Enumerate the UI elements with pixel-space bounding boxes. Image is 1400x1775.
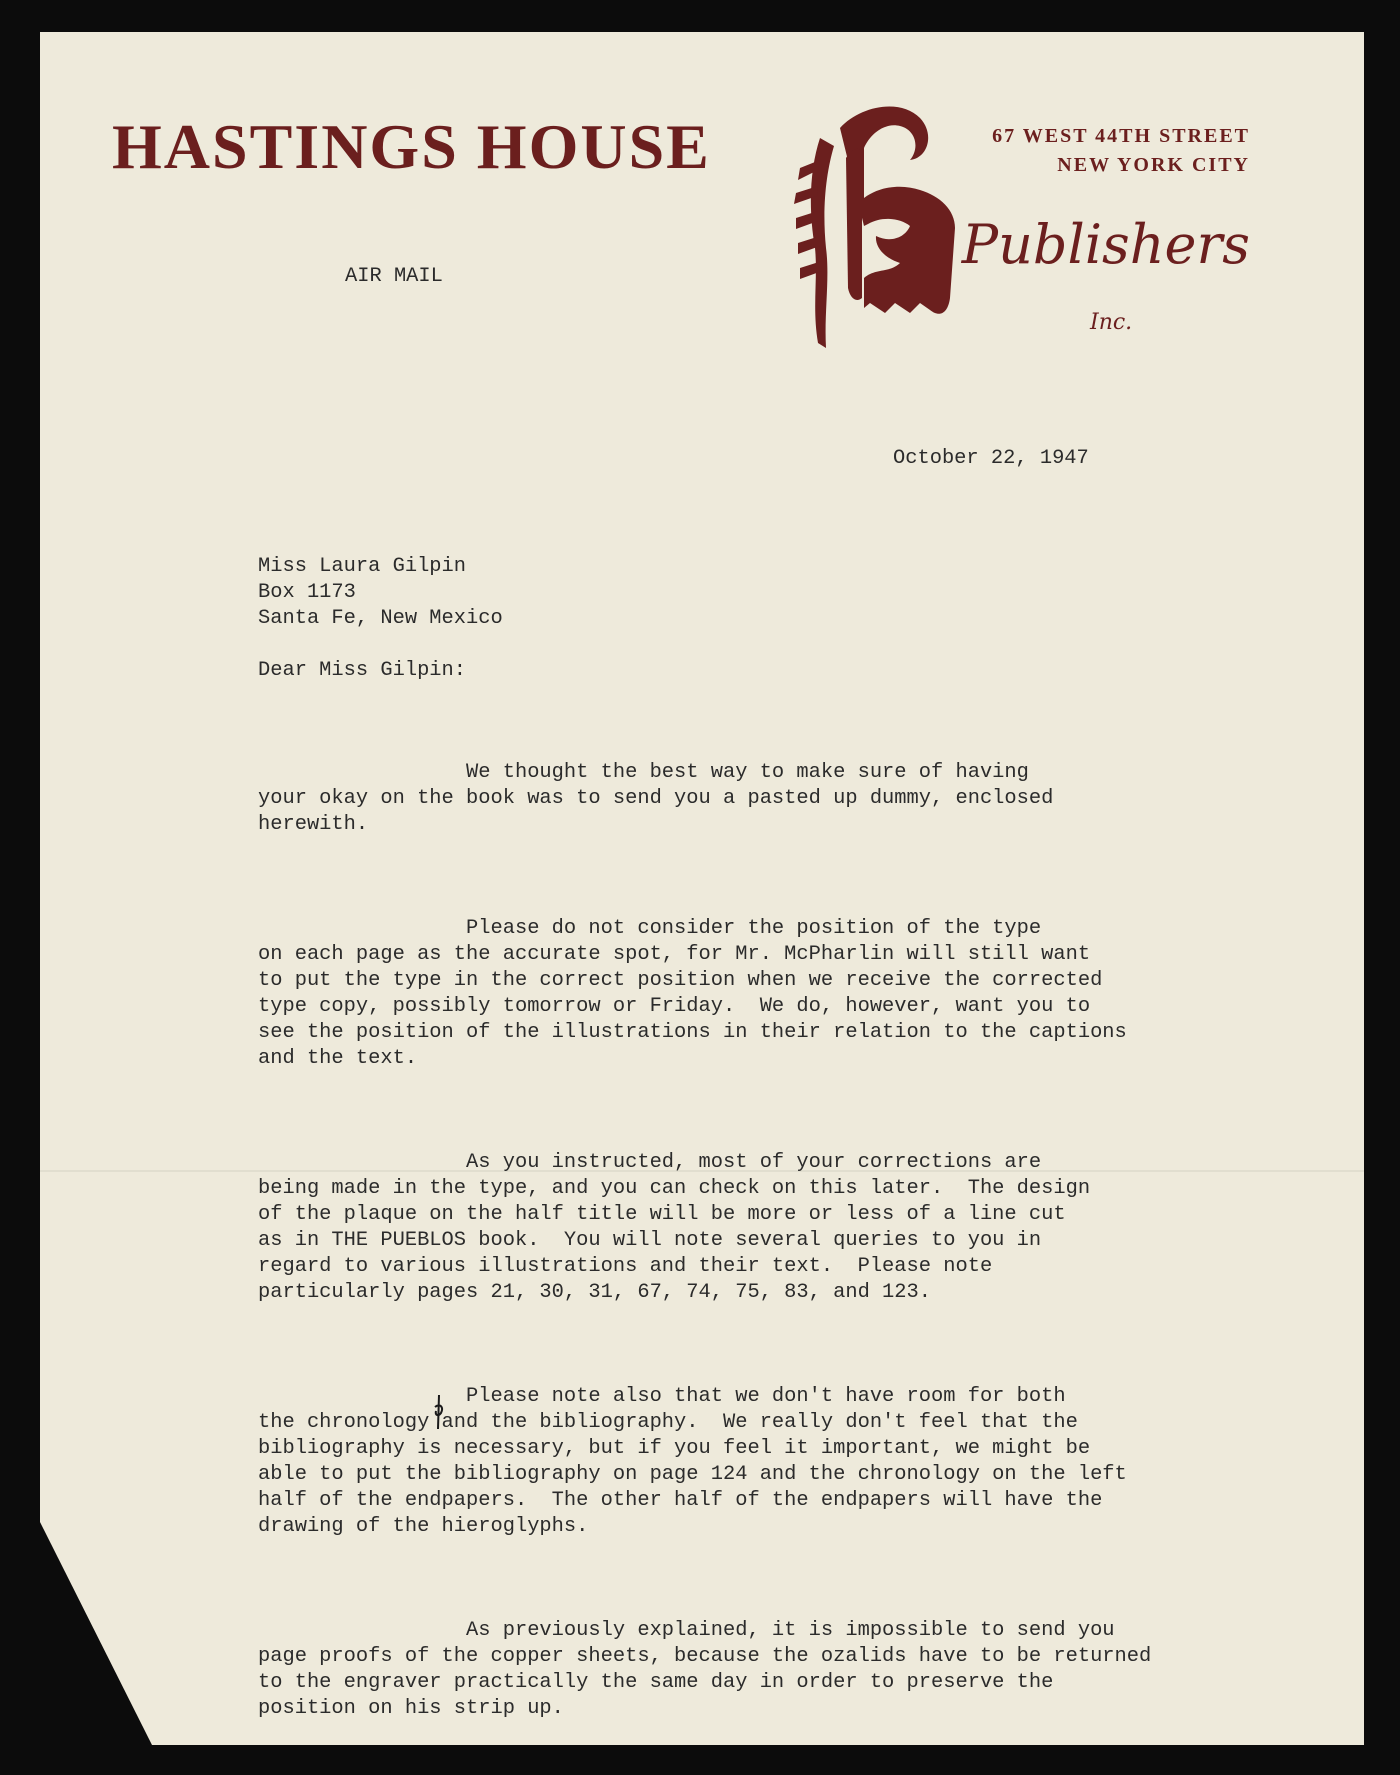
delivery-method: AIR MAIL <box>345 265 443 288</box>
recipient-box: Box 1173 <box>258 581 356 604</box>
letterhead-name: HASTINGS HOUSE <box>112 111 711 182</box>
ink-correction-mark <box>432 1393 446 1431</box>
paragraph: As previously explained, it is impossible to send you page proofs of the copper sheets, because the ozalids have to be returned to the engraver practically the same day in order to preserve the position on his strip up. <box>258 1619 1152 1720</box>
salutation: Dear Miss Gilpin: <box>258 659 467 682</box>
paragraph: We thought the best way to make sure of having your okay on the book was to send you a pasted up dummy, enclosed herewith. <box>258 761 1054 836</box>
paragraph: As you instructed, most of your corrections are being made in the type, and you can check on this later. The design of the plaque on the half title will be more or less of a line cut as in THE PUEBLOS book. You will note several queries to you in regard to various illustrations and their text. Please note particularly pages 21, 30, 31, 67, 74, 75, 83, and 123. <box>258 1151 1091 1304</box>
letter-date: October 22, 1947 <box>893 447 1089 470</box>
letterhead-address <box>950 122 1250 180</box>
address-street: 67 WEST 44TH STREET <box>992 125 1250 147</box>
paragraph: Please do not consider the position of the type on each page as the accurate spot, for Mr. McPharlin will still want to put the type in the correct position when we receive the corrected type copy, possibly tomorrow or Friday. We do, however, want you to see the position of the illustrations in their relation to the captions and the text. <box>258 917 1127 1070</box>
recipient-address <box>258 554 503 632</box>
paragraph: Please note also that we don't have room for both the chronology and the bibliography. We really don't feel that the bibliography is necessary, but if you feel it important, we might be able to put the bibliography on page 124 and the chronology on the left half of the endpapers. The other half of the endpapers will have the drawing of the hieroglyphs. <box>258 1385 1127 1538</box>
recipient-city: Santa Fe, New Mexico <box>258 607 503 630</box>
letterhead-inc: Inc. <box>1090 310 1133 335</box>
address-city: NEW YORK CITY <box>1057 154 1250 176</box>
recipient-name: Miss Laura Gilpin <box>258 555 467 578</box>
letter-body <box>258 708 1151 1774</box>
letterhead-publishers: Publishers <box>961 213 1250 276</box>
